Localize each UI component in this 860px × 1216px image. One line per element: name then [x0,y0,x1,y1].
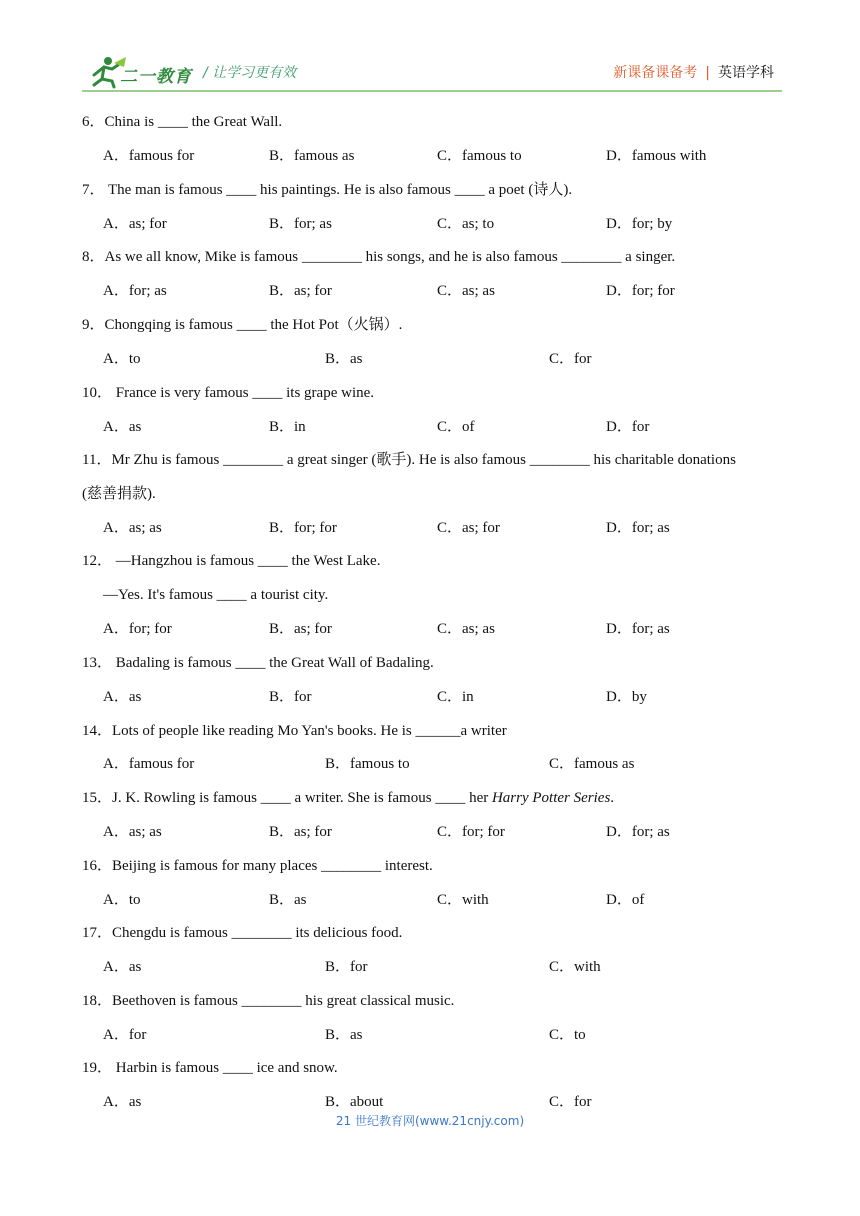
q15-option-a: A．as; as [103,824,162,840]
q14-option-a: A．famous for [103,756,195,772]
q15-book-title: Harry Potter Series [491,790,611,806]
q7-option-b: B．for; as [269,216,332,232]
page-footer: 21 世纪教育网(www.21cnjy.com) [335,1114,525,1128]
q15-stem-text: 15．J. K. Rowling is famous ____ a writer. She is famous ____ her [82,790,492,806]
q6-option-b: B．famous as [269,148,355,164]
q9-option-c: C．for [549,351,592,367]
q15-option-d: D．for; as [606,824,670,840]
q7-option-d: D．for; by [606,216,673,232]
q12-option-d: D．for; as [606,621,670,637]
subject-label: 英语学科 [718,65,774,81]
q13-option-c: C．in [437,689,474,705]
q13-option-b: B．for [269,689,312,705]
q9-option-b: B．as [325,351,363,367]
q15-option-b: B．as; for [269,824,332,840]
question-10-stem: 10． France is very famous ____ its grape wine. [82,385,375,401]
question-7-stem: 7． The man is famous ____ his paintings. He is also famous ____ a poet (诗人). [82,182,573,198]
header-divider [82,90,782,92]
q14-option-b: B．famous to [325,756,410,772]
question-9-stem: 9．Chongqing is famous ____ the Hot Pot（火锅）. [82,317,403,333]
q17-option-b: B．for [325,959,368,975]
question-17-stem: 17．Chengdu is famous ________ its delicious food. [82,925,403,941]
q12-option-a: A．for; for [103,621,172,637]
question-12-stem: 12． —Hangzhou is famous ____ the West Lake. [82,553,381,569]
q8-option-c: C．as; as [437,283,495,299]
q7-option-a: A．as; for [103,216,167,232]
q11-option-d: D．for; as [606,520,670,536]
q19-option-b: B．about [325,1094,384,1110]
question-15-stem [82,788,614,808]
page-header [0,0,860,100]
question-18-stem: 18．Beethoven is famous ________ his great classical music. [82,993,455,1009]
q19-option-c: C．for [549,1094,592,1110]
q10-option-d: D．for [606,419,650,435]
q16-option-c: C．with [437,892,489,908]
q19-option-a: A．as [103,1094,142,1110]
q16-option-b: B．as [269,892,307,908]
q6-option-d: D．famous with [606,148,707,164]
q13-option-a: A．as [103,689,142,705]
q16-option-a: A．to [103,892,141,908]
q18-option-b: B．as [325,1027,363,1043]
q6-option-c: C．famous to [437,148,522,164]
question-19-stem: 19． Harbin is famous ____ ice and snow. [82,1060,338,1076]
question-14-stem: 14．Lots of people like reading Mo Yan's books. He is ______a writer [82,723,507,739]
question-11-stem: 11．Mr Zhu is famous ________ a great singer (歌手). He is also famous ________ his charitable donations [82,452,736,468]
slogan: / 让学习更有效 [203,65,297,81]
q11-option-b: B．for; for [269,520,337,536]
q8-option-d: D．for; for [606,283,675,299]
question-13-stem: 13． Badaling is famous ____ the Great Wall of Badaling. [82,655,434,671]
q13-option-d: D．by [606,689,647,705]
q16-option-d: D．of [606,892,645,908]
q15-option-c: C．for; for [437,824,505,840]
question-12-stem-cont: —Yes. It's famous ____ a tourist city. [103,587,329,603]
q18-option-c: C．to [549,1027,586,1043]
header-course-info [613,62,774,82]
question-11-stem-cont: (慈善捐款). [82,486,156,502]
q15-stem-end: . [610,790,615,806]
q12-option-c: C．as; as [437,621,495,637]
logo-text: 二一教育 [120,67,192,87]
header-separator: | [705,65,710,81]
q18-option-a: A．for [103,1027,147,1043]
question-16-stem: 16．Beijing is famous for many places ________ interest. [82,858,433,874]
q6-option-a: A．famous for [103,148,195,164]
q10-option-b: B．in [269,419,306,435]
q7-option-c: C．as; to [437,216,495,232]
q8-option-b: B．as; for [269,283,332,299]
q11-option-a: A．as; as [103,520,162,536]
course-label: 新课备课备考 [613,65,698,81]
q9-option-a: A．to [103,351,141,367]
q11-option-c: C．as; for [437,520,500,536]
q10-option-c: C．of [437,419,475,435]
question-6-stem: 6．China is ____ the Great Wall. [82,114,283,130]
q10-option-a: A．as [103,419,142,435]
question-8-stem: 8．As we all know, Mike is famous ________ his songs, and he is also famous ________ a singer. [82,249,676,265]
q17-option-c: C．with [549,959,601,975]
q17-option-a: A．as [103,959,142,975]
q8-option-a: A．for; as [103,283,167,299]
q12-option-b: B．as; for [269,621,332,637]
q14-option-c: C．famous as [549,756,635,772]
